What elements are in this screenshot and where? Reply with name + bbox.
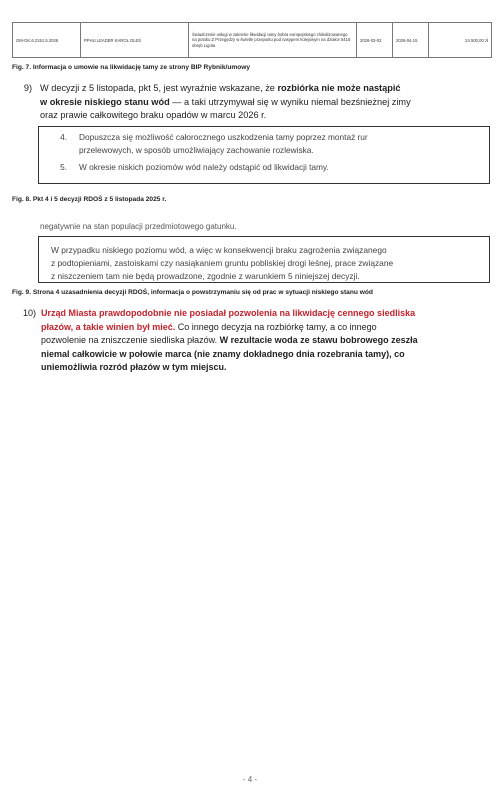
table-cell-date-to: 2026-04-15 xyxy=(393,23,429,57)
decision-point-4 xyxy=(39,131,489,156)
page-number: - 4 - xyxy=(242,775,258,784)
table-cell-description: Świadczenie usługi w zakresie likwidacji tamy bobra europejskiego zlokalizowanego na potoku Z Przegędzy w świetle przepustu pod nasypem kolejowym na działce 5415 obręb Ligota xyxy=(189,23,357,57)
item-10-number: 10) xyxy=(22,308,36,318)
point-5-line1: W okresie niskich poziomów wód należy odstąpić od likwidacji tamy. xyxy=(79,162,329,172)
item-9-line1-b: rozbiórka nie może nastąpić xyxy=(277,83,401,93)
fig9-caption: Fig. 9. Strona 4 uzasadnienia decyzji RDOŚ, informacja o powstrzymaniu się od prac w sytuacji niskiego stanu wód xyxy=(12,289,373,296)
point-number: 4. xyxy=(60,132,67,142)
item-10-line3-a: pozwolenie na zniszczenie siedliska płazów. xyxy=(41,335,220,345)
justification-line1: W przypadku niskiego poziomu wód, a więc w konsekwencji braku zagrożenia związanego xyxy=(51,245,387,255)
item-9-line1-a: W decyzji z 5 listopada, pkt 5, jest wyraźnie wskazane, że xyxy=(40,83,278,93)
decision-point-5 xyxy=(39,161,489,174)
table-cell-amount: 24 500,00 zł xyxy=(465,37,488,43)
item-9 xyxy=(12,82,492,123)
item-9-line2-a: w okresie niskiego stanu wód xyxy=(40,96,170,107)
fig7-caption: Fig. 7. Informacja o umowie na likwidację tamy ze strony BIP Rybnik/umowy xyxy=(12,64,251,71)
cropped-text-line: negatywnie na stan populacji przedmiotowego gatunku. xyxy=(40,222,237,231)
fig8-caption: Fig. 8. Pkt 4 i 5 decyzji RDOŚ z 5 listopada 2025 r. xyxy=(12,196,167,203)
table-cell-id: GM-GK.6.2151.5.2026 xyxy=(13,23,81,57)
item-10-line5: uniemożliwia rozród płazów w tym miejscu. xyxy=(41,362,227,372)
item-10-line4: niemal całkowicie w połowie marca (nie znamy dokładnego dnia rozebrania tamy), co xyxy=(41,348,405,359)
justification-line2: z podtopieniami, zastoiskami czy nasiąkaniem gruntu pobliskiej drogi leśnej, prace związane xyxy=(51,258,394,268)
table-cell-contractor: PPHU LEADER KAROL OLEŚ xyxy=(81,23,189,57)
point-4-line2: przelewowych, w sposób umożliwiający zachowanie rozlewiska. xyxy=(79,144,314,155)
item-10-line1: Urząd Miasta prawdopodobnie nie posiadał pozwolenia na likwidację cennego siedliska xyxy=(41,308,416,318)
item-9-number: 9) xyxy=(23,83,32,93)
justification-excerpt-box xyxy=(38,236,490,283)
decision-excerpt-box xyxy=(38,126,490,184)
item-10-line2-red: płazów, a takie winien był mieć. xyxy=(41,321,176,332)
table-cell-date-from: 2026-03-02 xyxy=(357,23,393,57)
point-4-line1: Dopuszcza się możliwość całorocznego uszkodzenia tamy poprzez montaż rur xyxy=(79,132,368,142)
item-10-line3-b: W rezultacie woda ze stawu bobrowego zeszła xyxy=(219,335,418,345)
justification-line3: z niszczeniem tam nie będą prowadzone, zgodnie z warunkiem 5 niniejszej decyzji. xyxy=(51,271,360,281)
contract-table-row xyxy=(12,22,492,58)
point-number: 5. xyxy=(60,162,67,172)
item-10-line2-b: Co innego decyzja na rozbiórkę tamy, a co innego xyxy=(175,321,377,332)
item-10 xyxy=(12,307,492,375)
item-9-line2-b: — a taki utrzymywał się w wyniku niemal bezśnieżnej zimy xyxy=(169,96,411,107)
item-9-line3: oraz prawie całkowitego braku opadów w marcu 2026 r. xyxy=(40,110,267,120)
